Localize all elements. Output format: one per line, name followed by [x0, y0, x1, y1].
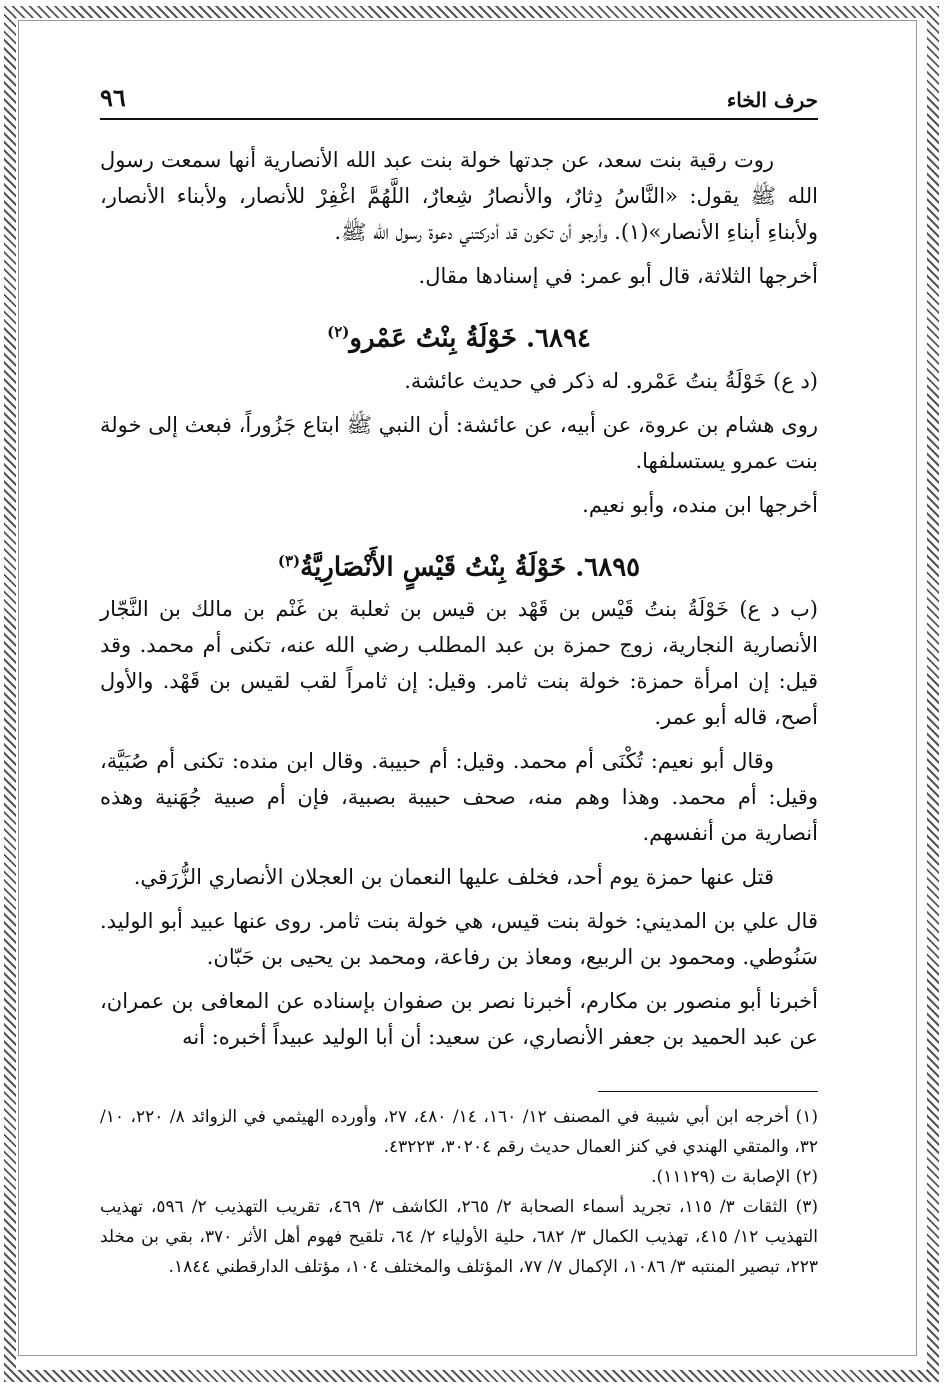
paragraph: وقال أبو نعيم: تُكْنَى أم محمد. وقيل: أم حبيبة. وقال ابن منده: تكنى أم صُبَيَّة، وقيل: أم محمد. وهذا وهم منه، صحف حبيبة بصبية، فإن أم صبية جُهَنية وهذه أنصارية من أنفسهم. — [100, 749, 818, 846]
page-header — [100, 83, 818, 120]
footnote: (١) أخرجه ابن أبي شيبة في المصنف ١٢/ ١٦٠، ١٤/ ٤٨٠، ٢٧، وأورده الهيثمي في الزوائد ٨/ ٢٢٠، ١٠/ ٣٢، والمتقي الهندي في كنز العمال حديث رقم ٣٠٢٠٤، ٤٣٢٢٣. — [100, 1107, 819, 1158]
entry-heading — [100, 541, 818, 588]
paragraph: (ب د ع) خَوْلَةُ بنتُ قَيْس بن قَهْد بن قيس بن ثعلبة بن غَنْم بن مالك بن النَّجّار الأنصارية النجارية، زوج حمزة بن عبد المطلب رضي الله عنه، تكنى أم محمد. وقد قيل: إن امرأة حمزة: خولة بنت ثامر. وقيل: إن ثامراً لقب لقيس بن قَهْد. والأول أصح، قاله أبو عمر. — [100, 597, 818, 730]
entry-heading — [100, 312, 818, 359]
paragraph: أخبرنا أبو منصور بن مكارم، أخبرنا نصر بن صفوان بإسناده عن المعافى بن عمران، عن عبد الحميد بن جعفر الأنصاري، عن سعيد: أن أبا الوليد عبيداً أخبره: أنه — [100, 989, 818, 1050]
footnote-separator — [598, 1091, 818, 1092]
running-title: حرف الخاء — [726, 88, 818, 112]
footnote-ref: (٣) — [277, 551, 301, 570]
footnote-ref: (٢) — [327, 323, 350, 341]
paragraph: قتل عنها حمزة يوم أحد، فخلف عليها النعمان بن العجلان الأنصاري الزُّرَقي. — [133, 865, 774, 890]
paragraph: (د ع) خَوْلَةُ بنتُ عَمْرو. له ذكر في حديث عائشة. — [404, 368, 818, 393]
paragraph: روى هشام بن عروة، عن أبيه، عن عائشة: أن النبي ﷺ ابتاع جَزُوراً، فبعث إلى خولة بنت عمرو يستسلفها. — [100, 412, 818, 473]
entry-heading-text: ٦٨٩٥. خَوْلَةُ بِنْتُ قَيْسٍ الأَنْصَارِيَّةُ — [300, 552, 641, 583]
paragraph: أخرجها ابن منده، وأبو نعيم. — [582, 492, 818, 517]
footnotes — [100, 1102, 818, 1282]
page-number: ٩٦ — [100, 83, 126, 112]
paragraph: روت رقية بنت سعد، عن جدتها خولة بنت عبد الله الأنصارية أنها سمعت رسول الله ﷺ يقول: «النَّاسُ دِثارٌ، والأنصارُ شِعارٌ، اللَّهُمَّ اغْفِرْ للأنصار، ولأبناء الأنصار، ولأبناءِ أبناءِ الأنصار»(١). وأرجو أن تكون قد أدركتني دعوة رسول الله ﷺ. — [100, 148, 818, 244]
paragraph: أخرجها الثلاثة، قال أبو عمر: في إسنادها مقال. — [418, 264, 818, 288]
entry-6895 — [100, 541, 818, 1056]
paragraph: قال علي بن المديني: خولة بنت قيس، هي خولة بنت ثامر. روى عنها عبيد أبو الوليد. سَنُوطي. ومحمود بن الربيع، ومعاذ بن رفاعة، ومحمد بن يحيى بن حَبّان. — [100, 909, 818, 970]
footnote: (٢) الإصابة ت (١١١٢٩). — [651, 1167, 818, 1188]
entry-heading-text: ٦٨٩٤. خَوْلَةُ بِنْتُ عَمْرو — [349, 323, 591, 354]
page-body — [100, 83, 819, 1282]
entry-continuation — [100, 142, 818, 294]
entry-6894 — [100, 312, 818, 523]
footnote: (٣) الثقات ٣/ ١١٥، تجريد أسماء الصحابة ٢/ ٢٦٥، الكاشف ٣/ ٤٦٩، تقريب التهذيب ٢/ ٥٩٦، تهذيب التهذيب ١٢/ ٤١٥، تهذيب الكمال ٣/ ٦٨٢، حلية الأولياء ٢/ ٦٤، تلقيح فهوم أهل الأثر ٣٧٠، بقي بن مخلد ٢٢٣، تبصير المنتبه ٣/ ١٠٨٦، الإكمال ٧/ ٧٧، المؤتلف والمختلف ١٠٤، مؤتلف الدارقطني ١٨٤٤. — [100, 1197, 818, 1278]
